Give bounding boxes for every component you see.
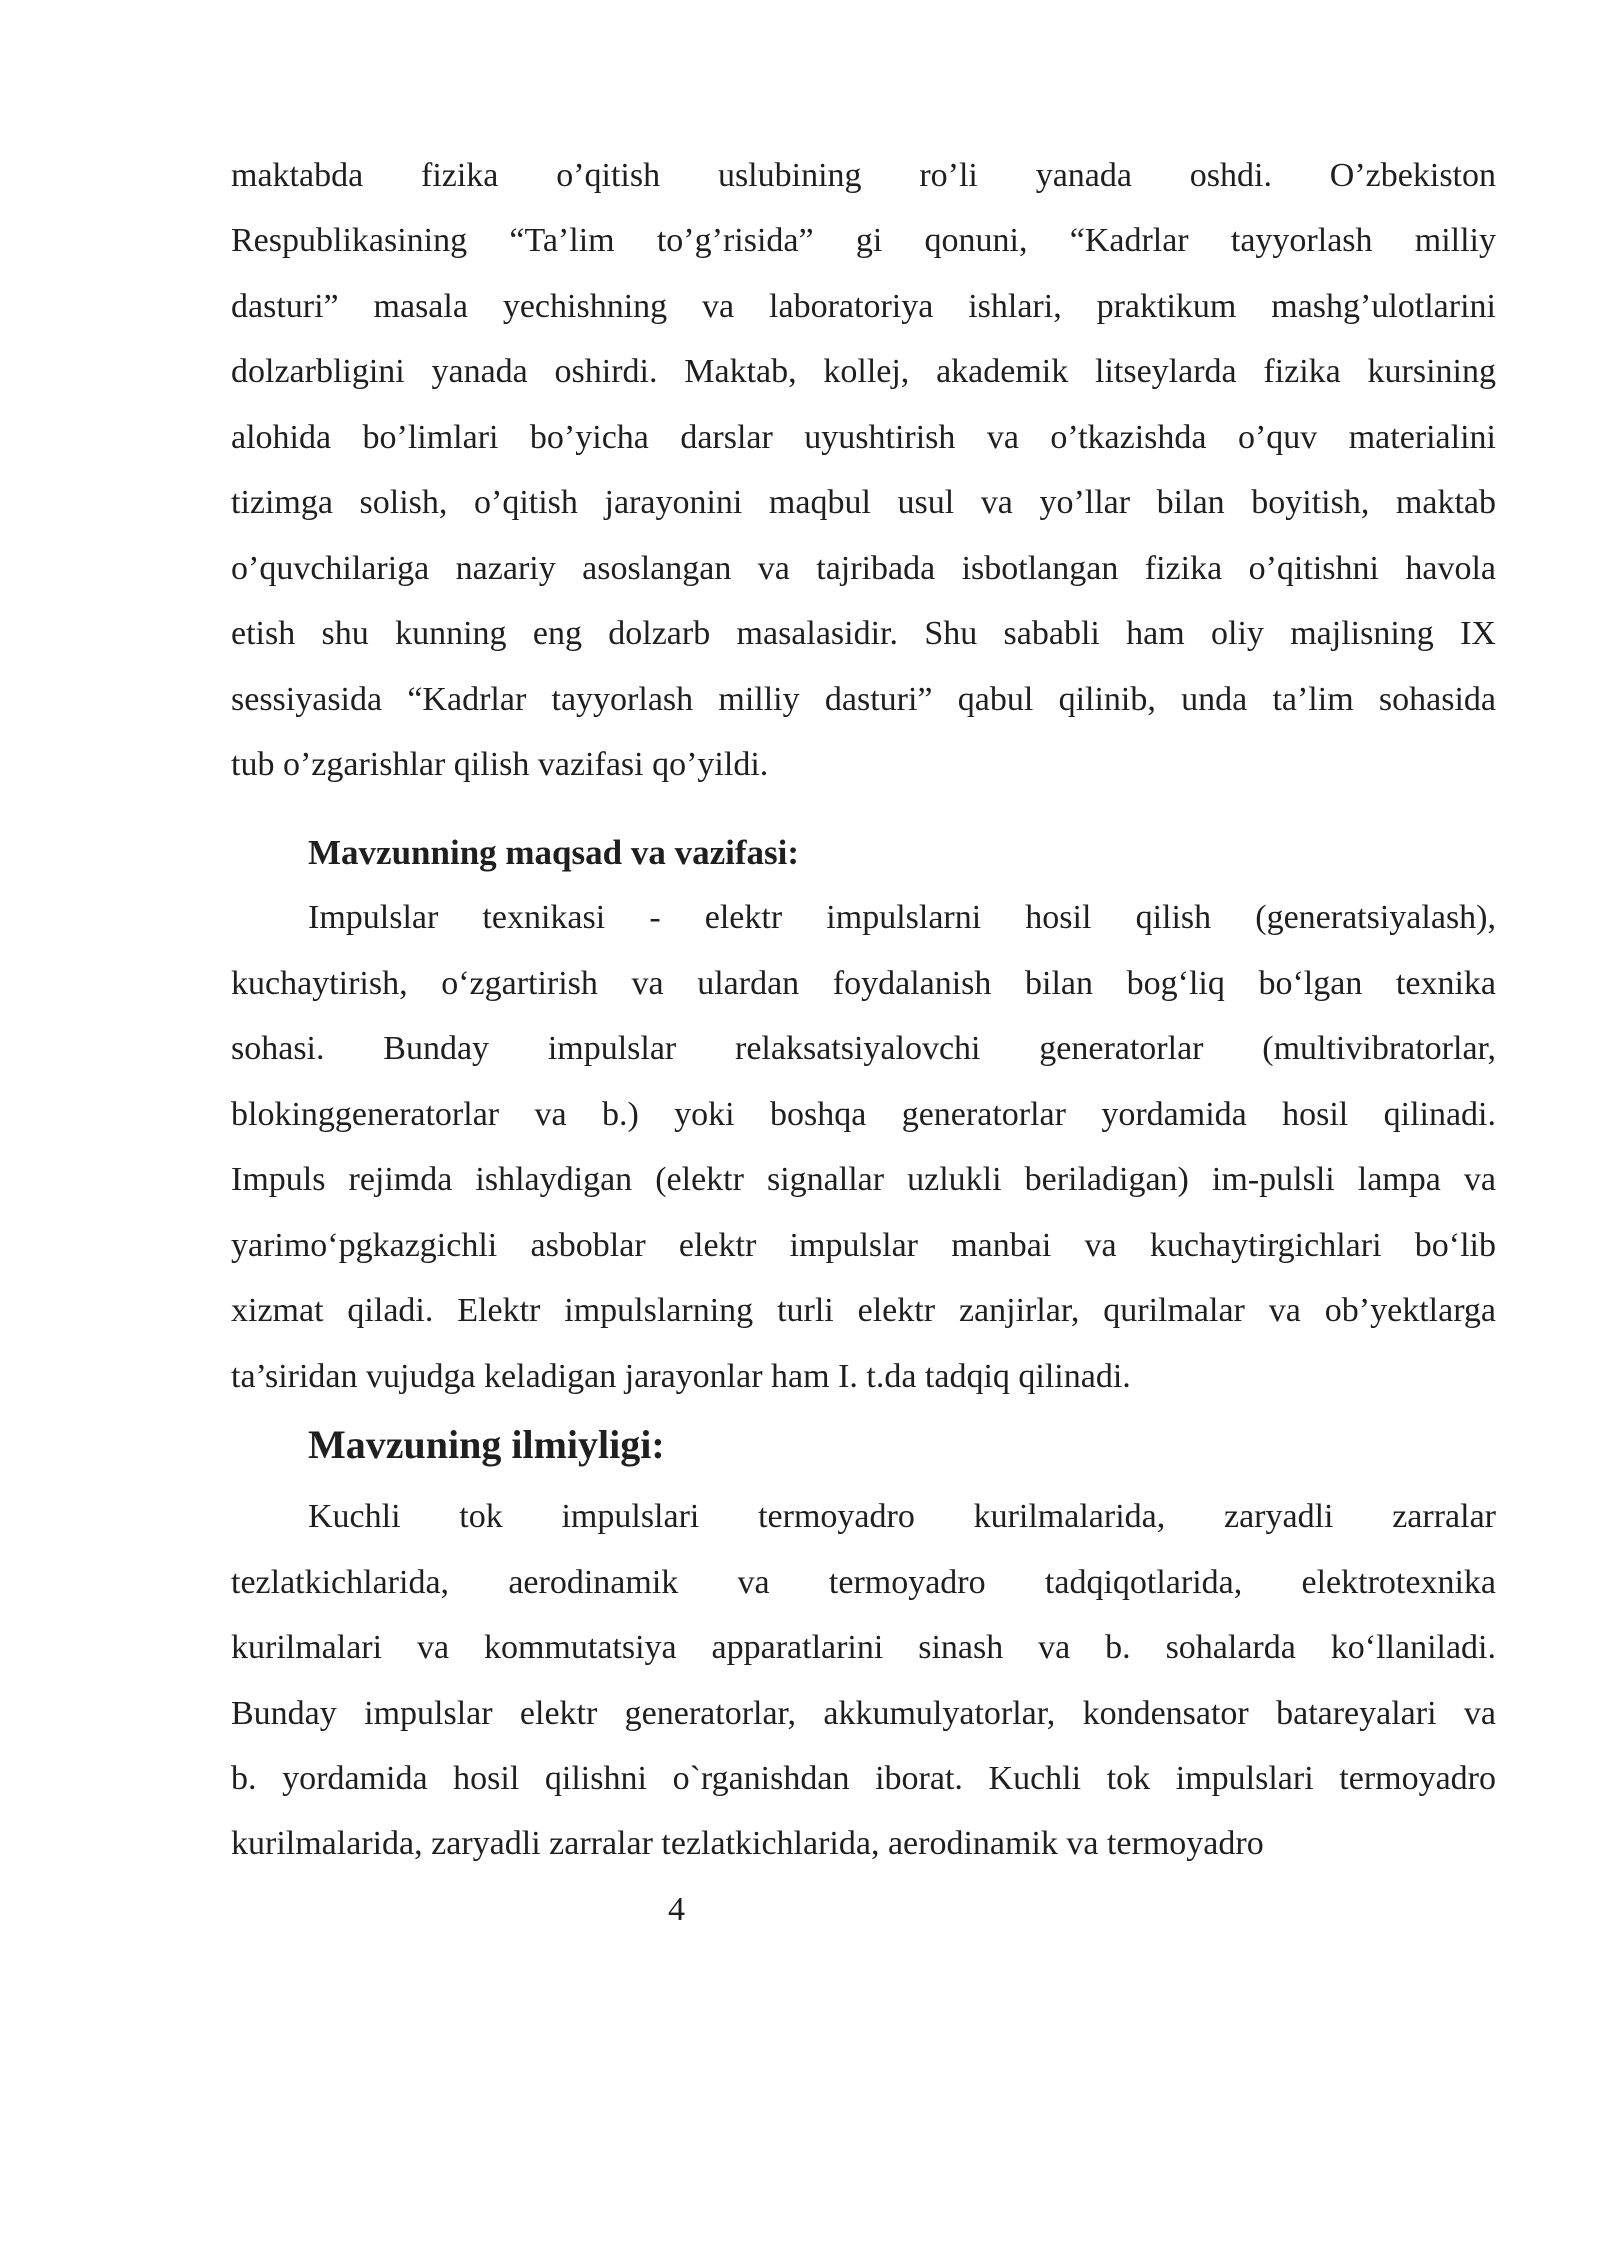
paragraph-3-line: Bunday impulslar elektr generatorlar, akkumulyatorlar, kondensator batareyalari va <box>231 1695 1496 1732</box>
paragraph-2-line: ta’siridan vujudga keladigan jarayonlar ham I. t.da tadqiq qilinadi. <box>231 1358 1131 1395</box>
section-heading: Mavzunning maqsad va vazifasi: <box>308 833 800 872</box>
paragraph-3-line: kurilmalari va kommutatsiya apparatlarini sinash va b. sohalarda ko‘llaniladi. <box>231 1629 1496 1666</box>
paragraph-3-line: Kuchli tok impulslari termoyadro kurilmalarida, zaryadli zarralar <box>308 1498 1496 1535</box>
paragraph-2-line: Impulslar texnikasi - elektr impulslarni hosil qilish (generatsiyalash), <box>308 899 1496 936</box>
page-number: 4 <box>668 1891 685 1928</box>
paragraph-1-line: tizimga solish, o’qitish jarayonini maqbul usul va yo’llar bilan boyitish, maktab <box>231 484 1496 521</box>
section-heading: Mavzuning ilmiyligi: <box>308 1422 665 1467</box>
paragraph-1-line: Respublikasining “Ta’lim to’g’risida” gi qonuni, “Kadrlar tayyorlash milliy <box>231 222 1496 259</box>
paragraph-1-line: etish shu kunning eng dolzarb masalasidir. Shu sababli ham oliy majlisning IX <box>231 615 1496 652</box>
paragraph-1-line: maktabda fizika o’qitish uslubining ro’li yanada oshdi. O’zbekiston <box>231 157 1496 194</box>
paragraph-1-line: tub o’zgarishlar qilish vazifasi qo’yildi. <box>231 746 769 783</box>
paragraph-1-line: dasturi” masala yechishning va laboratoriya ishlari, praktikum mashg’ulotlarini <box>231 288 1496 325</box>
paragraph-2-line: kuchaytirish, o‘zgartirish va ulardan foydalanish bilan bog‘liq bo‘lgan texnika <box>231 965 1496 1002</box>
paragraph-3-line: kurilmalarida, zaryadli zarralar tezlatkichlarida, aerodinamik va termoyadro <box>231 1825 1264 1862</box>
paragraph-2-line: Impuls rejimda ishlaydigan (elektr signallar uzlukli beriladigan) im-pulsli lampa va <box>231 1161 1496 1198</box>
paragraph-1-line: sessiyasida “Kadrlar tayyorlash milliy dasturi” qabul qilinib, unda ta’lim sohasida <box>231 681 1496 718</box>
paragraph-3-line: b. yordamida hosil qilishni o`rganishdan iborat. Kuchli tok impulslari termoyadro <box>231 1760 1496 1797</box>
paragraph-2-line: blokinggeneratorlar va b.) yoki boshqa generatorlar yordamida hosil qilinadi. <box>231 1096 1496 1133</box>
paragraph-2-line: sohasi. Bunday impulslar relaksatsiyalovchi generatorlar (multivibratorlar, <box>231 1030 1496 1067</box>
paragraph-1-line: dolzarbligini yanada oshirdi. Maktab, kollej, akademik litseylarda fizika kursining <box>231 353 1496 390</box>
paragraph-2-line: xizmat qiladi. Elektr impulslarning turli elektr zanjirlar, qurilmalar va ob’yektlarga <box>231 1292 1496 1329</box>
paragraph-3-line: tezlatkichlarida, aerodinamik va termoyadro tadqiqotlarida, elektrotexnika <box>231 1564 1496 1601</box>
paragraph-2-line: yarimo‘pgkazgichli asboblar elektr impulslar manbai va kuchaytirgichlari bo‘lib <box>231 1227 1496 1264</box>
paragraph-1-line: o’quvchilariga nazariy asoslangan va tajribada isbotlangan fizika o’qitishni havola <box>231 550 1496 587</box>
paragraph-1-line: alohida bo’limlari bo’yicha darslar uyushtirish va o’tkazishda o’quv materialini <box>231 419 1496 456</box>
